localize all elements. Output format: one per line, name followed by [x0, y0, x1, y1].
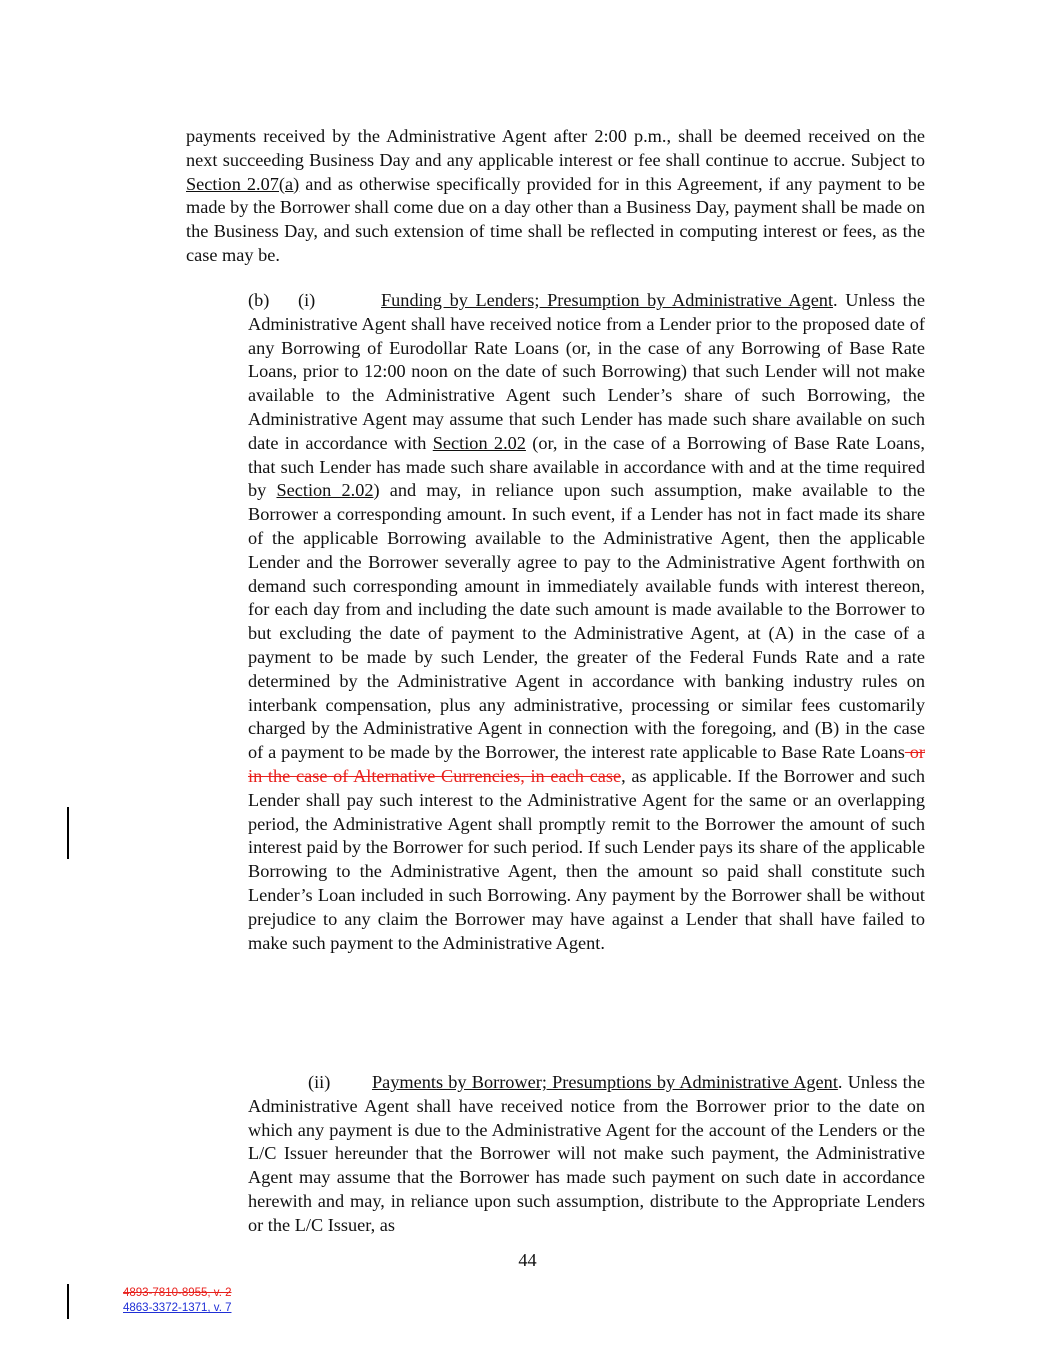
heading-funding-by-lenders: Funding by Lenders; Presumption by Administrative Agent	[381, 290, 834, 310]
label-i: (i)	[298, 290, 316, 310]
label-ii: (ii)	[308, 1072, 331, 1092]
para-b-text-1: Unless the Administrative Agent shall have received notice from a Lender prior to the proposed date of any Borrowing of Eurodollar Rate Loans (or, in the case of any Borrowing of Base Rate Loans, prior to 12:00 noon on the date of such Borrowing) that such Lender will not make available to the Administrative Agent such Lender’s share of such Borrowing, the Administrative Agent may assume that such Lender has made such share available on such date in accordance with	[248, 290, 925, 453]
para-b-text-2: (or, in the case of a Borrowing of Base Rate Loans, that such Lender has made such share available in accordance with and at the time required by	[248, 432, 925, 501]
heading-ii-period: .	[837, 1072, 843, 1092]
intro-text-2: and as otherwise specifically provided for in this Agreement, if any payment to be made by the Borrower shall come due on a day other than a Business Day, payment shall be made on the Business Day, and such extension of time shall be reflected in computing interest or fees, as the case may be.	[186, 173, 925, 265]
paragraph-ii	[248, 1071, 925, 1238]
deleted-text: or in the case of Alternative Currencies, in each case	[248, 742, 925, 786]
footer-change-bar	[67, 1284, 69, 1319]
para-ii-text: Unless the Administrative Agent shall have received notice from the Borrower prior to the date on which any payment is due to the Administrative Agent for the account of the Lenders or the L/C Issuer hereunder that the Borrower will not make such payment, the Administrative Agent may assume that the Borrower has made such payment on such date in accordance herewith and may, in reliance upon such assumption, distribute to the Appropriate Lenders or the L/C Issuer, as	[248, 1072, 925, 1235]
para-b-text-4: , as applicable. If the Borrower and such Lender shall pay such interest to the Administrative Agent for the same or an overlapping period, the Administrative Agent shall promptly remit to the Borrower the amount of such interest paid by the Borrower for such period. If such Lender pays its share of the applicable Borrowing to the Administrative Agent, then the amount so paid shall constitute such Lender’s Loan included in such Borrowing. Any payment by the Borrower shall be without prejudice to any claim the Borrower may have against a Lender that shall have failed to make such payment to the Administrative Agent.	[248, 765, 925, 953]
paragraph-b-i	[248, 289, 925, 955]
section-2-02-ref-1: Section 2.02	[432, 432, 526, 453]
document-ids	[123, 1286, 231, 1316]
intro-paragraph	[186, 125, 925, 268]
para-b-text-3: ) and may, in reliance upon such assumption, make available to the Borrower a corresponding amount. In such event, if a Lender has not in fact made its share of the applicable Borrowing available to the Administrative Agent, then the applicable Lender and the Borrower severally agree to pay to the Administrative Agent forthwith on demand such corresponding amount in immediately available funds with interest thereon, for each day from and including the date such amount is made available to the Borrower to but excluding the date of payment to the Administrative Agent, at (A) in the case of a payment to be made by such Lender, the greater of the Federal Funds Rate and a rate determined by the Administrative Agent in accordance with banking industry rules on interbank compensation, plus any administrative, processing or similar fees customarily charged by the Administrative Agent in connection with the foregoing, and (B) in the case of a payment to be made by the Borrower, the interest rate applicable to Base Rate Loans	[248, 480, 925, 763]
old-doc-id: 4893-7810-8955, v. 2	[123, 1287, 232, 1299]
heading-payments-by-borrower: Payments by Borrower; Presumptions by Administrative Agent	[372, 1072, 838, 1092]
new-doc-id: 4863-3372-1371, v. 7	[123, 1302, 232, 1314]
label-b: (b)	[248, 290, 270, 310]
change-bar	[67, 807, 69, 859]
heading-period: .	[833, 290, 838, 310]
intro-text-1: payments received by the Administrative Agent after 2:00 p.m., shall be deemed received on the next succeeding Business Day and any applicable interest or fee shall continue to accrue. Subject to	[186, 126, 925, 170]
section-2-02-ref-2: Section 2.02	[276, 480, 374, 501]
page-number: 44	[518, 1250, 537, 1270]
section-2-07a-ref: Section 2.07(a)	[186, 173, 300, 194]
